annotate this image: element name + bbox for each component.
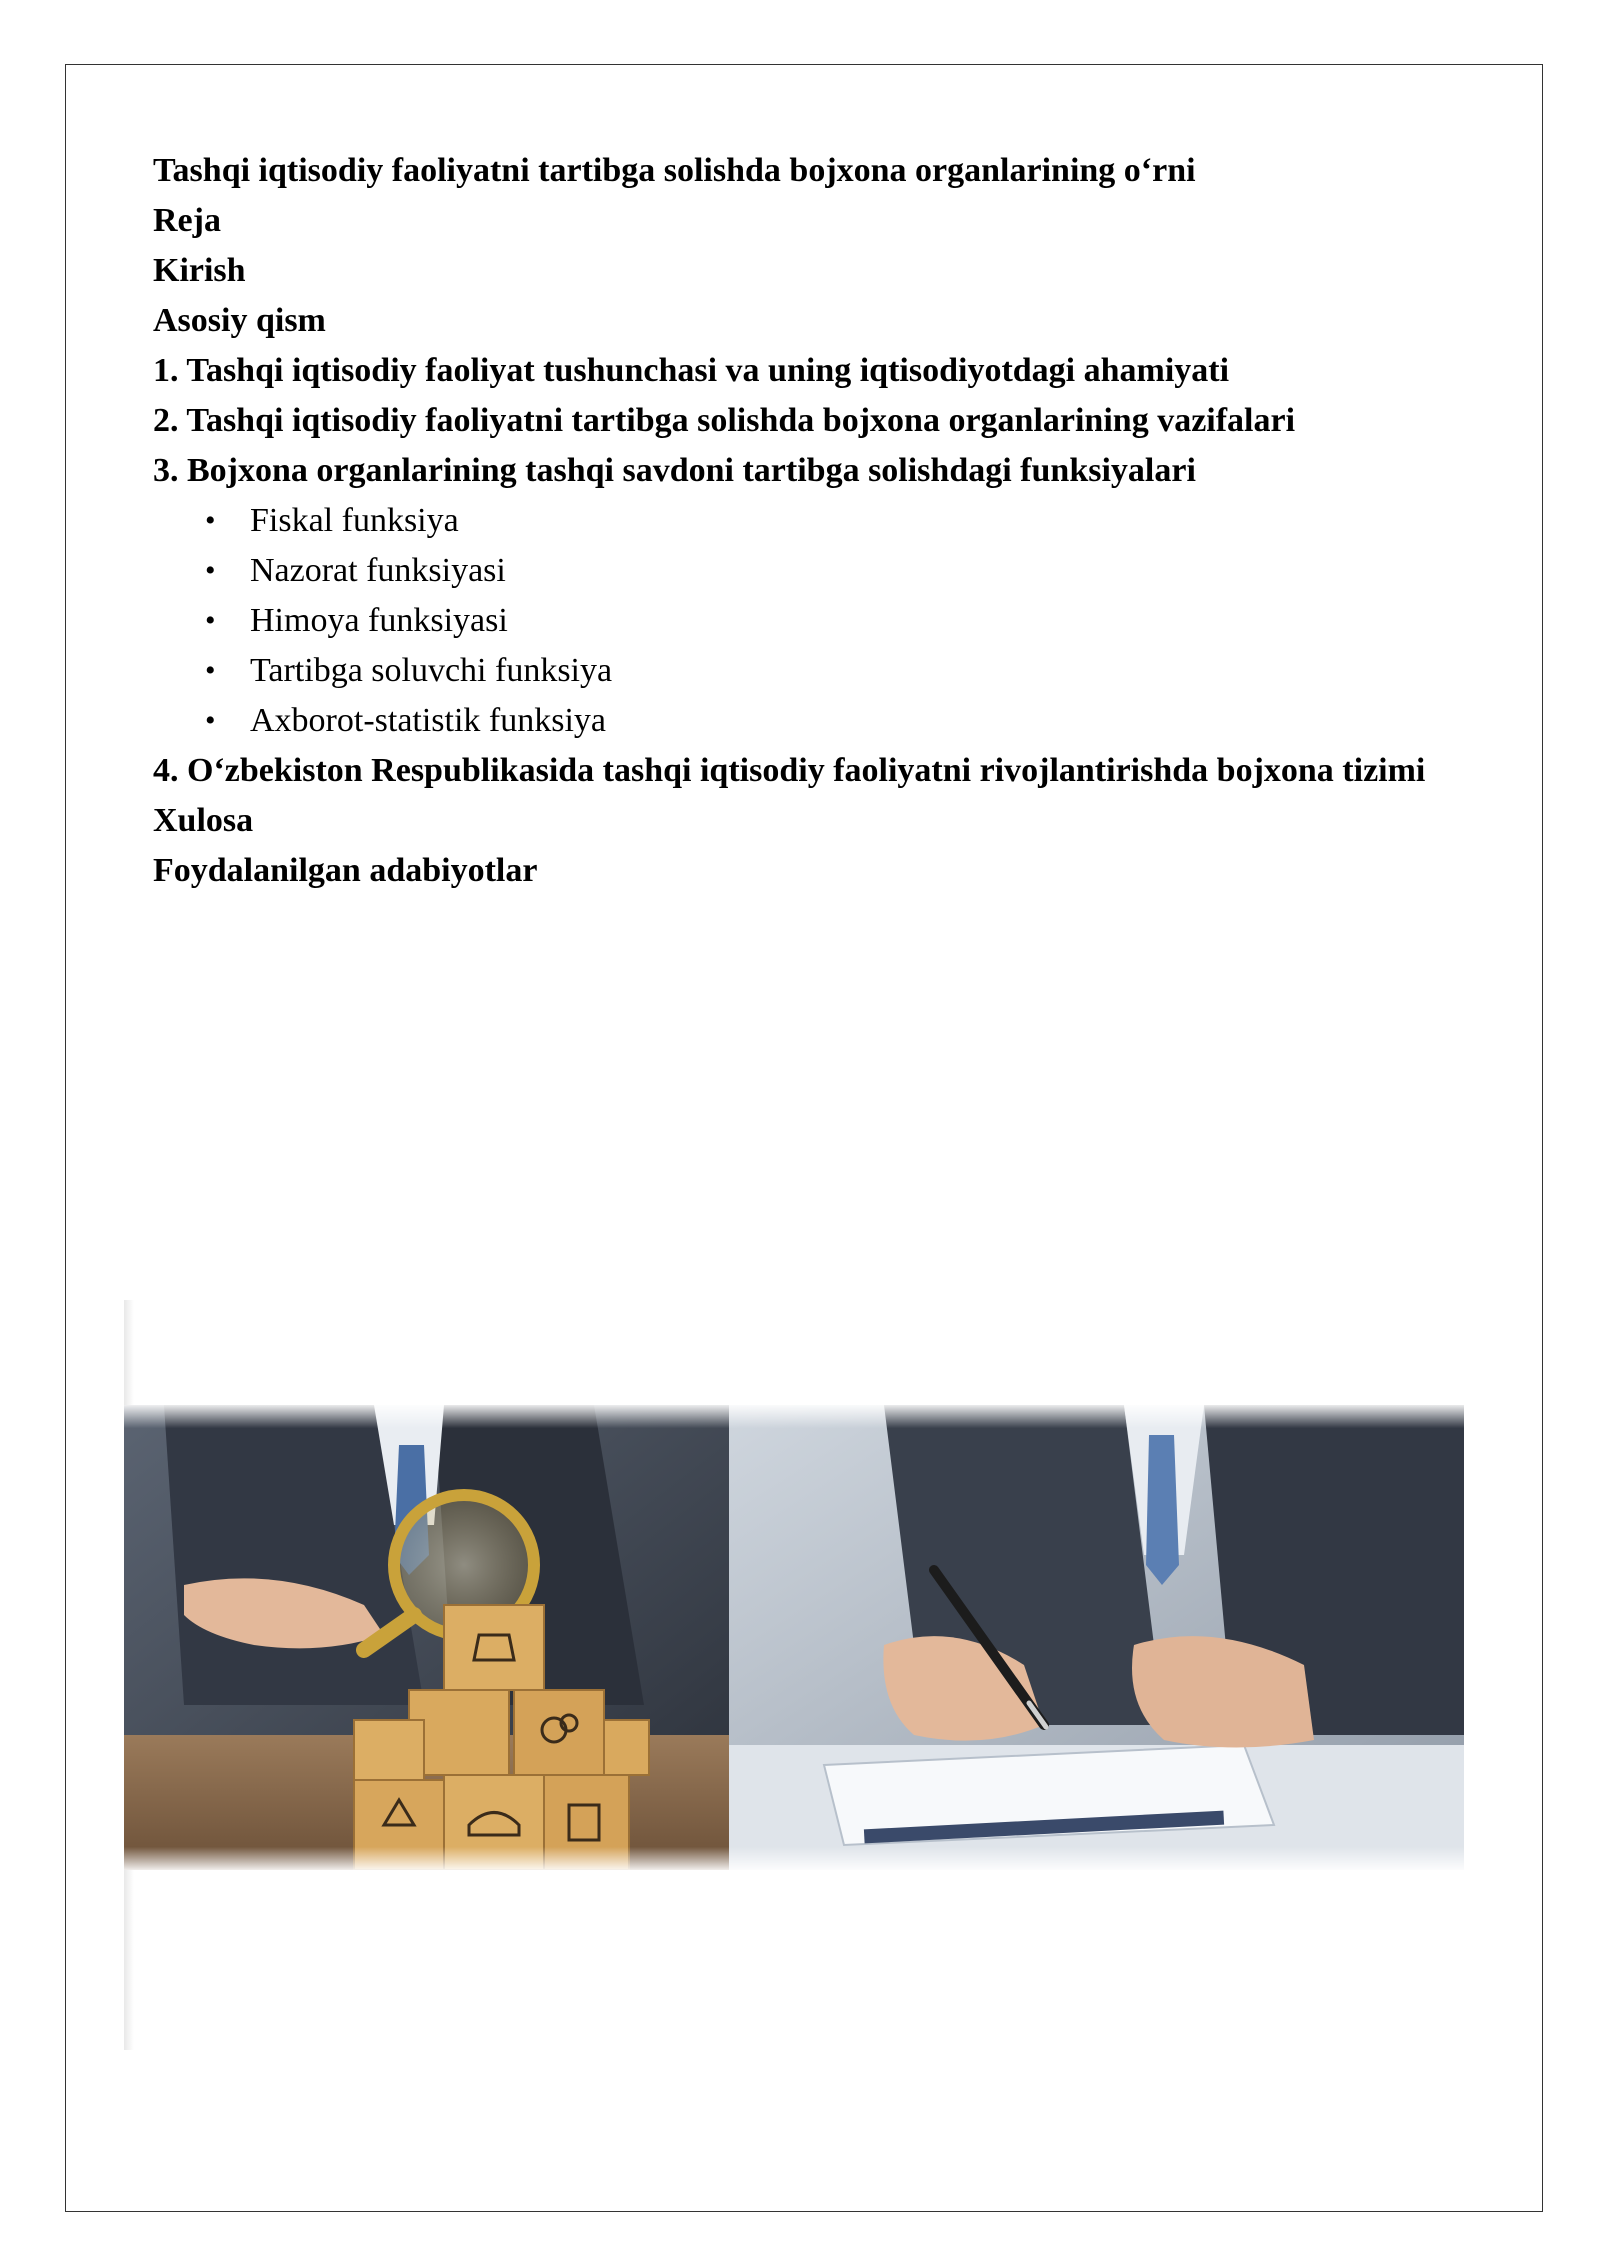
bullet-icon: •: [205, 604, 216, 637]
function-label: Himoya funksiyasi: [250, 602, 508, 639]
bullet-icon: •: [205, 704, 216, 737]
conclusion-heading: Xulosa: [153, 802, 254, 839]
illustration-area: [124, 1300, 1464, 2050]
section-1: 1. Tashqi iqtisodiy faoliyat tushunchasi va uning iqtisodiyotdagi ahamiyati: [153, 352, 1230, 389]
function-label: Fiskal funksiya: [250, 502, 459, 539]
list-item: [153, 696, 1493, 746]
customs-illustration: [124, 1405, 1464, 1870]
section-3: 3. Bojxona organlarining tashqi savdoni tartibga solishdagi funksiyalari: [153, 452, 1196, 489]
function-label: Axborot-statistik funksiya: [250, 702, 607, 739]
bullet-icon: •: [205, 504, 216, 537]
list-item: [153, 646, 1493, 696]
section-4: 4. O‘zbekiston Respublikasida tashqi iqtisodiy faoliyatni rivojlantirishda bojxona tizimi: [153, 752, 1426, 789]
plan-heading: Reja: [153, 202, 221, 239]
references-heading: Foydalanilgan adabiyotlar: [153, 852, 538, 889]
intro-heading: Kirish: [153, 252, 246, 289]
list-item: [153, 596, 1493, 646]
bullet-icon: •: [205, 554, 216, 587]
functions-list: [153, 496, 1493, 746]
section-2: 2. Tashqi iqtisodiy faoliyatni tartibga solishda bojxona organlarining vazifalari: [153, 402, 1296, 439]
main-part-heading: Asosiy qism: [153, 302, 326, 339]
document-content: [153, 146, 1493, 896]
document-title: Tashqi iqtisodiy faoliyatni tartibga solishda bojxona organlarining o‘rni: [153, 152, 1196, 189]
bullet-icon: •: [205, 654, 216, 687]
list-item: [153, 496, 1493, 546]
function-label: Nazorat funksiyasi: [250, 552, 506, 589]
list-item: [153, 546, 1493, 596]
function-label: Tartibga soluvchi funksiya: [250, 652, 613, 689]
